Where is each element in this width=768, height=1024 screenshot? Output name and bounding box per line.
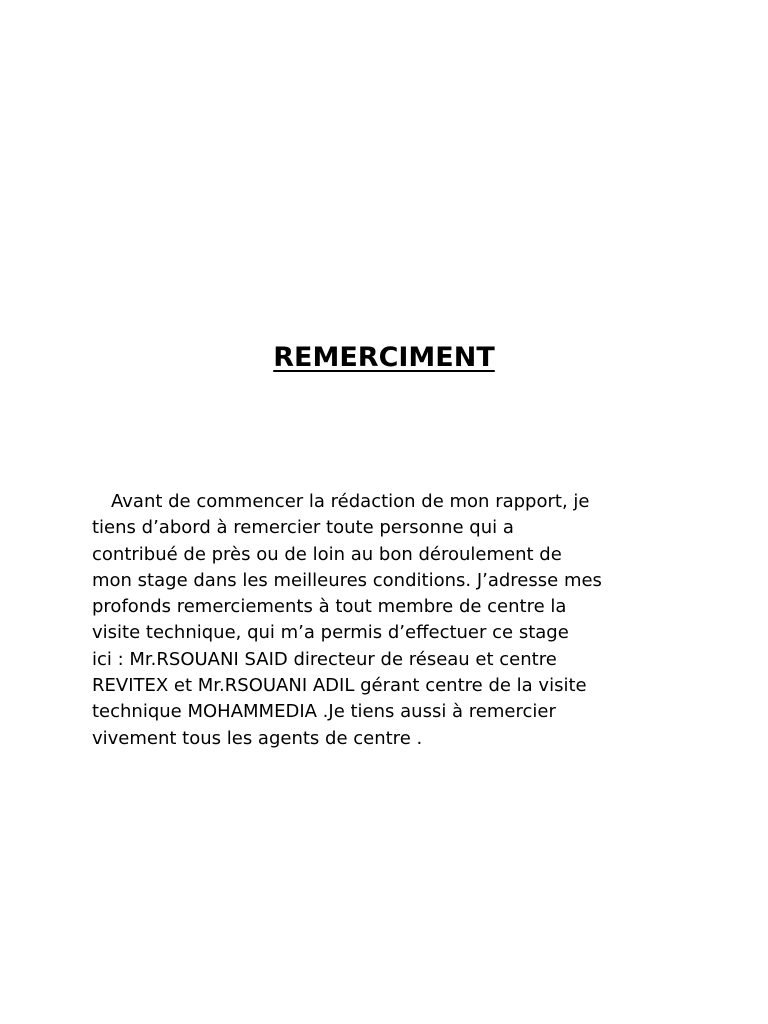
paragraph-line: ici : Mr.RSOUANI SAID directeur de réseau et centre: [92, 648, 557, 670]
acknowledgement-paragraph: [92, 489, 692, 752]
paragraph-line: vivement tous les agents de centre .: [92, 727, 423, 749]
paragraph-line: Avant de commencer la rédaction de mon rapport, je: [111, 491, 590, 512]
paragraph-line: tiens d’abord à remercier toute personne qui a: [92, 517, 514, 539]
paragraph-line: technique MOHAMMEDIA .Je tiens aussi à remercier: [92, 701, 556, 723]
paragraph-line: contribué de près ou de loin au bon déroulement de: [92, 543, 562, 565]
paragraph-line: profonds remerciements à tout membre de centre la: [92, 596, 567, 618]
page-title: REMERCIMENT: [273, 342, 495, 373]
paragraph-line: REVITEX et Mr.RSOUANI ADIL gérant centre de la visite: [92, 675, 587, 697]
paragraph-line: visite technique, qui m’a permis d’effectuer ce stage: [92, 622, 569, 644]
paragraph-line: mon stage dans les meilleures conditions. J’adresse mes: [92, 569, 602, 591]
